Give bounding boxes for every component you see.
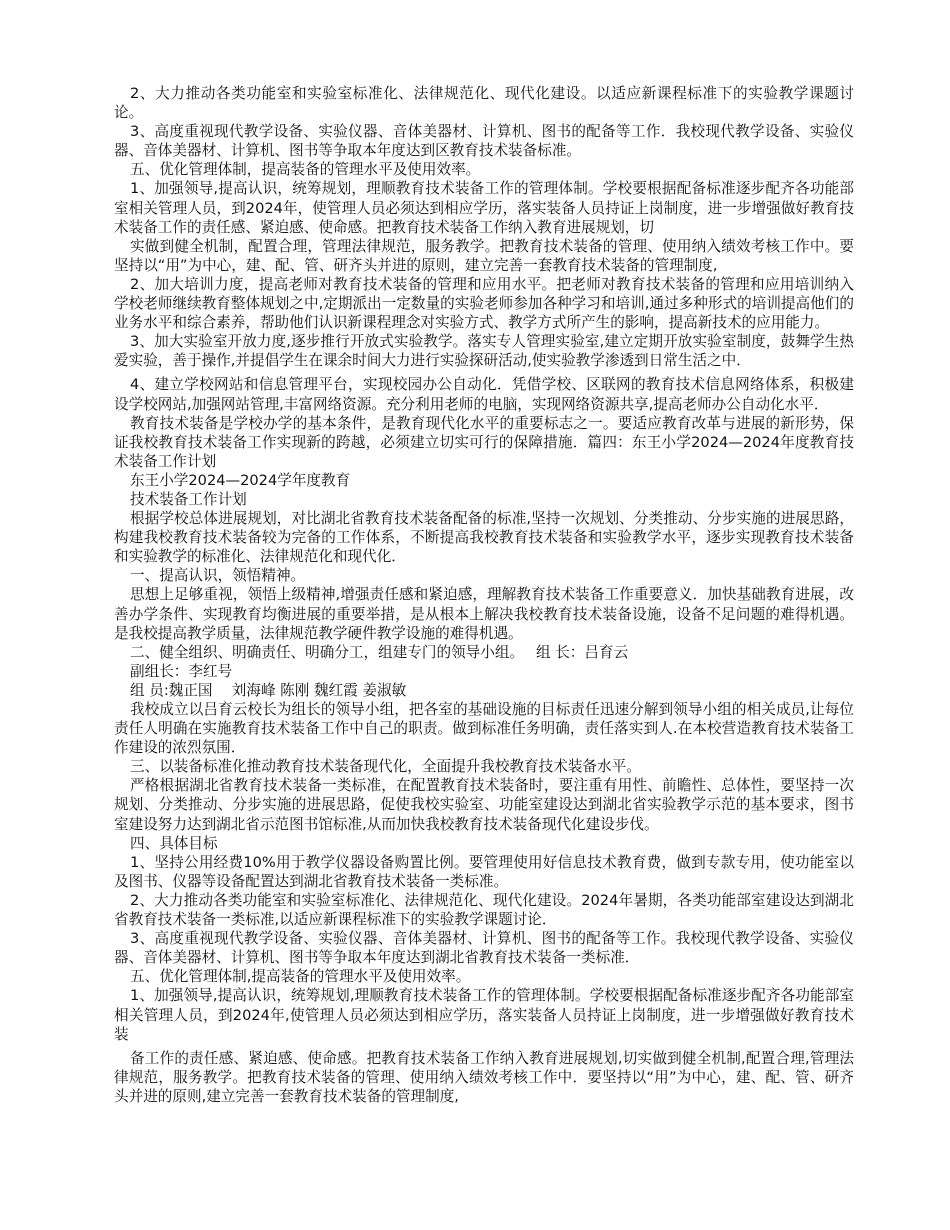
members-line: 组 员:魏正国 刘海峰 陈刚 魏红霞 姜淑敏 <box>130 681 407 699</box>
paragraph: 实做到健全机制，配置合理，管理法律规范，服务教学。把教育技术装备的管理、使用纳入绩效考核工作中。要坚持以“用”为中心，建、配、管、研齐头并进的原则，建立完善一套教育技术装备的管理制度, <box>114 237 854 274</box>
paragraph: 思想上足够重视，领悟上级精神,增强责任感和紧迫感，理解教育技术装备工作重要意义．加快基础教育进展，改善办学条件、实现教育均衡进展的重要举措，是从根本上解决我校教育技术装备设施，设备不足问题的难得机遇。是我校提高教学质量，法律规范教学硬件教学设施的难得机遇。 <box>114 586 854 642</box>
paragraph: 1、坚持公用经费10%用于教学仪器设备购置比例。要管理使用好信息技术教育费，做到专款专用，使功能室以及图书、仪器等设备配置达到湖北省教育技术装备一类标准。 <box>114 853 854 890</box>
paragraph: 3、高度重视现代教学设备、实验仪器、音体美器材、计算机、图书的配备等工作。我校现代教学设备、实验仪器、音体美器材、计算机、图书等争取本年度达到湖北省教育技术装备一类标准． <box>114 930 854 967</box>
section-heading: 四、具体目标 <box>130 834 218 852</box>
paragraph: 1、加强领导,提高认识，统筹规划，理顺教育技术装备工作的管理体制。学校要根据配备标准逐步配齐各功能部室相关管理人员，到2024年，使管理人员必须达到相应学历，落实装备人员持证上岗制度，进一步增强做好教育技术装备工作的责任感、紧迫感、使命感。把教育技术装备工作纳入教育进展规划，切 <box>114 180 854 236</box>
paragraph: 1、加强领导,提高认识，统筹规划,理顺教育技术装备工作的管理体制。学校要根据配备标准逐步配齐各功能部室相关管理人员，到2024年,使管理人员必须达到相应学历，落实装备人员持证上岗制度，进一步增强做好教育技术装 <box>114 987 854 1043</box>
paragraph: 严格根据湖北省教育技术装备一类标准，在配置教育技术装备时，要注重有用性、前瞻性、总体性，要坚持一次规划、分类推动、分步实施的进展思路，促使我校实验室、功能室建设达到湖北省实验教学示范的基本要求，图书室建设努力达到湖北省示范图书馆标准,从而加快我校教育技术装备现代化建设步伐。 <box>114 777 854 833</box>
paragraph: 教育技术装备是学校办学的基本条件，是教育现代化水平的重要标志之一。要适应教育改革与进展的新形势，保证我校教育技术装备工作实现新的跨越，必须建立切实可行的保障措施．篇四：东王小学2024—2024年度教育技术装备工作计划 <box>114 414 854 470</box>
paragraph: 我校成立以吕育云校长为组长的领导小组，把各室的基础设施的目标责任迅速分解到领导小组的相关成员,让每位责任人明确在实施教育技术装备工作中自己的职责。做到标准任务明确，责任落实到人.在本校营造教育技术装备工作建设的浓烈氛围． <box>114 701 854 757</box>
section-heading: 五、优化管理体制，提高装备的管理水平及使用效率。 <box>130 161 481 179</box>
paragraph: 4、建立学校网站和信息管理平台，实现校园办公自动化．凭借学校、区联网的教育技术信息网络体系，积极建设学校网站,加强网站管理,丰富网络资源。充分利用老师的电脑，实现网络资源共享,提高老师办公自动化水平． <box>114 376 854 413</box>
section-heading: 二、健全组织、明确责任、明确分工，组建专门的领导小组。 组 长：吕育云 <box>130 643 629 661</box>
paragraph: 2、大力推动各类功能室和实验室标准化、法律规范化、现代化建设。以适应新课程标准下的实验教学课题讨论。 <box>114 85 854 122</box>
document-title: 东王小学2024—2024学年度教育 <box>130 471 351 489</box>
paragraph: 2、加大培训力度，提高老师对教育技术装备的管理和应用水平。把老师对教育技术装备的管理和应用培训纳入学校老师继续教育整体规划之中,定期派出一定数量的实验老师参加各种学习和培训,通过多种形式的培训提高他们的业务水平和综合素养，帮助他们认识新课程理念对实验方式、教学方式所产生的影响，提高新技术的应用能力。 <box>114 275 854 332</box>
section-heading: 一、提高认识，领悟精神。 <box>130 567 306 585</box>
section-heading: 三、以装备标准化推动教育技术装备现代化，全面提升我校教育技术装备水平。 <box>130 758 641 776</box>
document-body <box>114 84 854 1106</box>
paragraph: 3、加大实验室开放力度,逐步推行开放式实验教学。落实专人管理实验室,建立定期开放实验室制度，鼓舞学生热爱实验，善于操作,并提倡学生在课余时间大力进行实验探研活动,使实验教学渗透到日常生活之中． <box>114 333 854 370</box>
paragraph: 根据学校总体进展规划，对比湖北省教育技术装备配备的标准,坚持一次规划、分类推动、分步实施的进展思路，构建我校教育技术装备较为完备的工作体系，不断提高我校教育技术装备和实验教学水平，逐步实现教育技术装备和实验教学的标准化、法律规范化和现代化． <box>114 510 854 566</box>
paragraph: 3、高度重视现代教学设备、实验仪器、音体美器材、计算机、图书的配备等工作．我校现代教学设备、实验仪器、音体美器材、计算机、图书等争取本年度达到区教育技术装备标准。 <box>114 123 854 160</box>
paragraph: 备工作的责任感、紧迫感、使命感。把教育技术装备工作纳入教育进展规划,切实做到健全机制,配置合理,管理法律规范，服务教学。把教育技术装备的管理、使用纳入绩效考核工作中．要坚持以“用”为中心，建、配、管、研齐头并进的原则,建立完善一套教育技术装备的管理制度, <box>114 1049 854 1105</box>
document-subtitle: 技术装备工作计划 <box>130 490 247 508</box>
section-heading: 五、优化管理体制,提高装备的管理水平及使用效率。 <box>130 968 471 986</box>
deputy-leader-line: 副组长：李红号 <box>130 662 233 680</box>
paragraph: 2、大力推动各类功能室和实验室标准化、法律规范化、现代化建设。2024年暑期，各类功能部室建设达到湖北省教育技术装备一类标准,以适应新课程标准下的实验教学课题讨论． <box>114 891 854 929</box>
